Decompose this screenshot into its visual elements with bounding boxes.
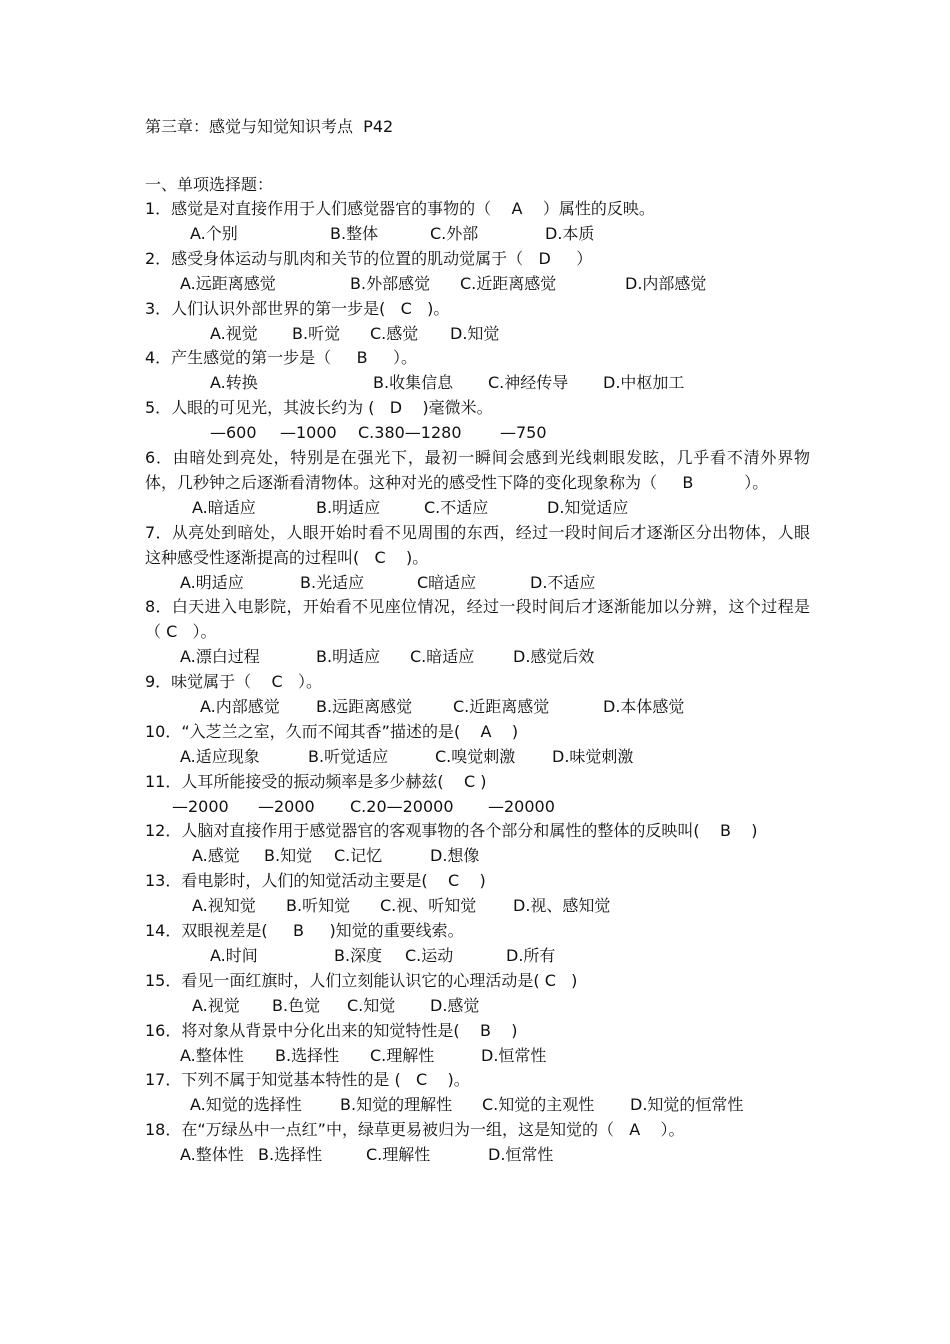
- answer-option: D.味觉刺激: [552, 746, 634, 766]
- answer-option: B.听觉适应: [308, 746, 389, 766]
- question-item: [0, 346, 950, 396]
- question-stem: 3．人们认识外部世界的第一步是( C )。: [145, 298, 450, 318]
- question-stem: 7．从亮处到暗处，人眼开始时看不见周围的东西，经过一段时间后才逐渐区分出物体，人眼这种感受性逐渐提高的过程叫( C )。: [145, 522, 810, 567]
- answer-option: A.时间: [210, 945, 258, 965]
- answer-option: C.20—20000: [350, 796, 454, 816]
- answer-option: B.听觉: [292, 323, 341, 343]
- option-row: [0, 795, 950, 820]
- chapter-title: 第三章：感觉与知觉知识考点 P42: [145, 117, 394, 136]
- question-stem: 2．感受身体运动与肌肉和关节的位置的肌动觉属于（ D ）: [145, 248, 593, 268]
- answer-option: A.视知觉: [192, 896, 256, 916]
- option-row: [0, 272, 950, 297]
- answer-option: B.知觉: [264, 846, 313, 866]
- answer-option: D.中枢加工: [603, 373, 685, 393]
- answer-option: B.深度: [334, 945, 383, 965]
- answer-option: —20000: [488, 796, 555, 816]
- answer-option: D.知觉的恒常性: [630, 1095, 744, 1115]
- question-stem: 8．白天进入电影院，开始看不见座位情况，经过一段时间后才逐渐能加以分辨，这个过程是（ C ）。: [145, 597, 810, 642]
- answer-option: D.感觉: [430, 995, 480, 1015]
- question-item: [0, 197, 950, 247]
- answer-option: A.明适应: [180, 572, 244, 592]
- question-stem: 5．人眼的可见光，其波长约为 ( D )毫微米。: [145, 398, 493, 418]
- answer-option: D.本体感觉: [603, 697, 685, 716]
- answer-option: C.近距离感觉: [460, 273, 557, 293]
- answer-option: B.知觉的理解性: [340, 1095, 453, 1115]
- answer-option: C.视、听知觉: [380, 896, 477, 916]
- question-item: [0, 670, 950, 720]
- answer-option: B.色觉: [272, 995, 321, 1015]
- question-item: [0, 819, 950, 869]
- answer-option: A.漂白过程: [180, 647, 260, 667]
- option-row: [0, 1093, 950, 1118]
- question-item: [0, 247, 950, 297]
- question-stem: 14．双眼视差是( B )知觉的重要线索。: [145, 921, 464, 941]
- question-stem: 10．“入芝兰之室，久而不闻其香”描述的是( A ): [145, 721, 519, 741]
- option-row: [0, 1044, 950, 1069]
- answer-option: C.近距离感觉: [453, 697, 550, 716]
- answer-option: D.恒常性: [481, 1045, 547, 1065]
- question-item: [0, 869, 950, 919]
- answer-option: C.理解性: [366, 1145, 431, 1165]
- question-stem: 15．看见一面红旗时，人们立刻能认识它的心理活动是( C ): [145, 970, 578, 990]
- option-row: [0, 371, 950, 396]
- answer-option: C.理解性: [370, 1045, 435, 1065]
- answer-option: C.运动: [405, 945, 454, 965]
- question-stem: 13．看电影时，人们的知觉活动主要是( C ): [145, 871, 486, 891]
- answer-option: D.知觉: [450, 323, 500, 343]
- option-row: [0, 322, 950, 347]
- answer-option: A.知觉的选择性: [190, 1095, 302, 1115]
- answer-option: D.视、感知觉: [513, 896, 611, 916]
- answer-option: C.感觉: [370, 323, 419, 343]
- answer-option: —600: [210, 423, 257, 443]
- option-row: [0, 894, 950, 919]
- question-item: [0, 720, 950, 770]
- answer-option: D.感觉后效: [513, 647, 595, 667]
- answer-option: A.整体性: [180, 1145, 244, 1165]
- question-list: [0, 197, 950, 1168]
- option-row: [0, 222, 950, 247]
- answer-option: C暗适应: [417, 572, 477, 592]
- answer-option: D.本质: [545, 223, 595, 243]
- section-heading: 一、单项选择题：: [145, 175, 274, 194]
- answer-option: A.适应现象: [180, 746, 260, 766]
- answer-option: C.知觉: [347, 995, 396, 1015]
- option-row: [0, 571, 950, 596]
- answer-option: B.明适应: [316, 647, 381, 667]
- question-item: [0, 595, 950, 670]
- answer-option: —750: [500, 423, 547, 443]
- question-stem: 18．在“万绿丛中一点红”中，绿草更易被归为一组，这是知觉的（ A ）。: [145, 1120, 685, 1140]
- answer-option: B.远距离感觉: [316, 697, 413, 716]
- answer-option: —2000: [258, 796, 315, 816]
- answer-option: B.听知觉: [286, 896, 351, 916]
- question-item: [0, 1019, 950, 1069]
- question-stem: 12．人脑对直接作用于感觉器官的客观事物的各个部分和属性的整体的反映叫( B ): [145, 821, 758, 841]
- answer-option: C.神经传导: [488, 373, 569, 393]
- option-row: [0, 695, 950, 720]
- answer-option: C.外部: [430, 223, 479, 243]
- answer-option: A.暗适应: [192, 497, 256, 517]
- answer-option: A.视觉: [210, 323, 258, 343]
- question-item: [0, 919, 950, 969]
- answer-option: C.知觉的主观性: [482, 1095, 595, 1115]
- answer-option: C.380—1280: [358, 423, 462, 443]
- question-item: [0, 521, 950, 596]
- answer-option: B.整体: [330, 223, 379, 243]
- answer-option: A.视觉: [192, 995, 240, 1015]
- question-stem: 11．人耳所能接受的振动频率是多少赫兹( C ): [145, 771, 487, 791]
- option-row: [0, 496, 950, 521]
- question-item: [0, 297, 950, 347]
- answer-option: —2000: [172, 796, 229, 816]
- answer-option: A.远距离感觉: [180, 273, 276, 293]
- answer-option: B.选择性: [275, 1045, 340, 1065]
- question-item: [0, 969, 950, 1019]
- answer-option: D.不适应: [530, 572, 596, 592]
- question-item: [0, 1118, 950, 1168]
- answer-option: D.知觉适应: [547, 497, 629, 517]
- answer-option: —1000: [280, 423, 337, 443]
- question-stem: 1．感觉是对直接作用于人们感觉器官的事物的（ A ）属性的反映。: [145, 199, 655, 218]
- option-row: [0, 745, 950, 770]
- answer-option: B.外部感觉: [350, 273, 431, 293]
- question-item: [0, 770, 950, 820]
- answer-option: A.转换: [210, 373, 258, 393]
- answer-option: D.恒常性: [488, 1145, 554, 1165]
- answer-option: A.整体性: [180, 1045, 244, 1065]
- answer-option: C.暗适应: [410, 647, 475, 667]
- answer-option: D.内部感觉: [625, 273, 707, 293]
- answer-option: B.收集信息: [373, 373, 454, 393]
- option-row: [0, 1143, 950, 1168]
- option-row: [0, 421, 950, 446]
- option-row: [0, 844, 950, 869]
- answer-option: B.光适应: [300, 572, 365, 592]
- question-item: [0, 1068, 950, 1118]
- answer-option: D.想像: [430, 846, 480, 866]
- answer-option: A.内部感觉: [200, 697, 280, 716]
- answer-option: C.记忆: [334, 846, 383, 866]
- option-row: [0, 994, 950, 1019]
- question-stem: 9．味觉属于（ C ）。: [145, 672, 322, 692]
- question-stem: 6．由暗处到亮处，特别是在强光下，最初一瞬间会感到光线刺眼发眩，几乎看不清外界物体，几秒钟之后逐渐看清物体。这种对光的感受性下降的变化现象称为（ B ）。: [145, 447, 810, 492]
- question-stem: 4．产生感觉的第一步是（ B ）。: [145, 348, 418, 368]
- answer-option: A.个别: [190, 223, 238, 243]
- question-stem: 17．下列不属于知觉基本特性的是 ( C )。: [145, 1070, 470, 1090]
- answer-option: B.选择性: [258, 1145, 323, 1165]
- answer-option: C.嗅觉刺激: [435, 746, 516, 766]
- answer-option: B.明适应: [316, 497, 381, 517]
- question-stem: 16．将对象从背景中分化出来的知觉特性是( B ): [145, 1020, 518, 1040]
- answer-option: D.所有: [506, 945, 556, 965]
- question-item: [0, 396, 950, 446]
- answer-option: A.感觉: [192, 846, 240, 866]
- option-row: [0, 944, 950, 969]
- option-row: [0, 645, 950, 670]
- question-item: [0, 446, 950, 521]
- answer-option: C.不适应: [424, 497, 489, 517]
